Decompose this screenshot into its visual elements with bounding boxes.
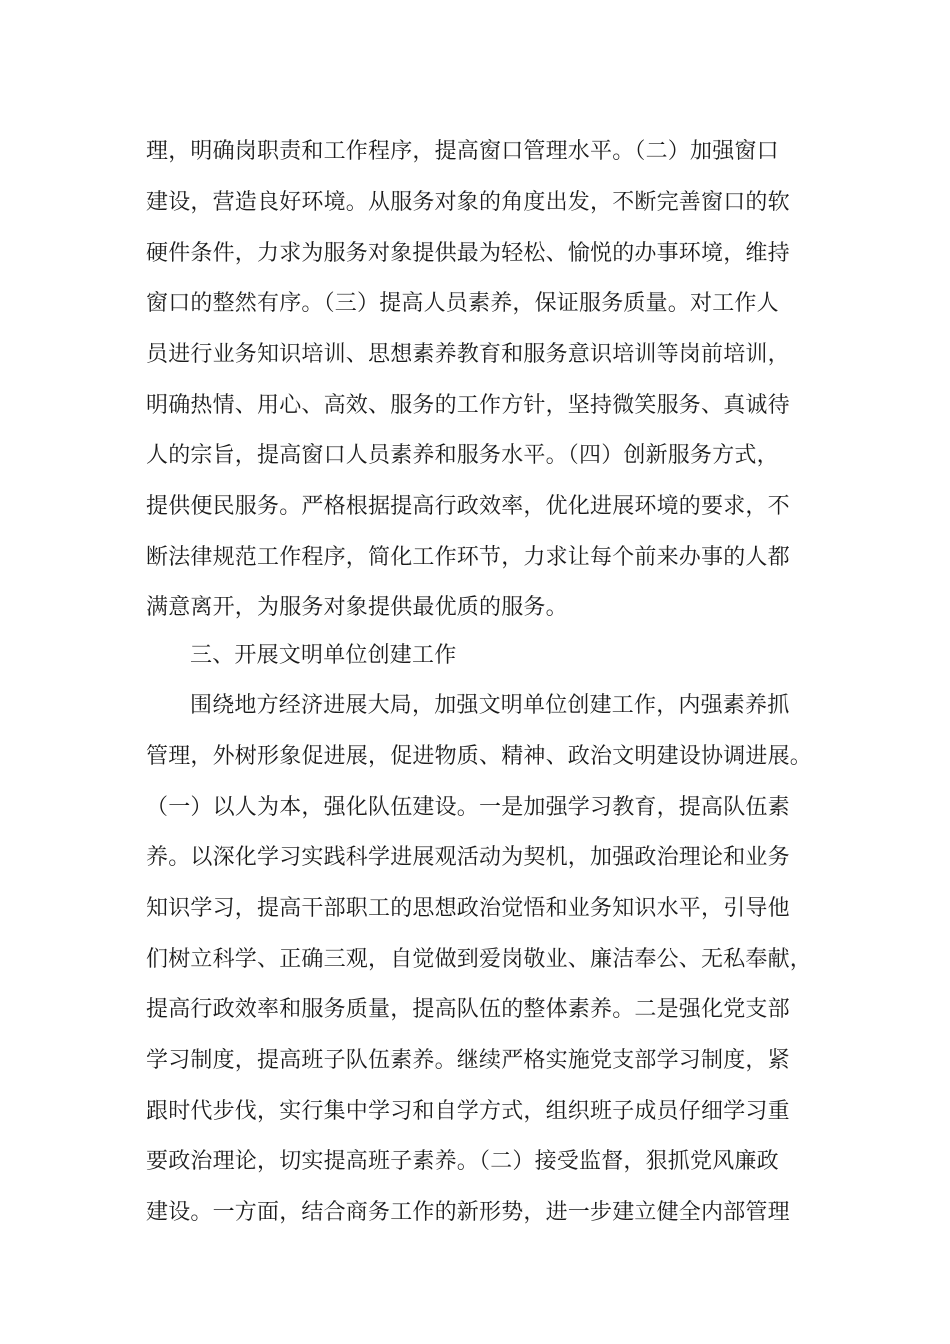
text-line: 要政治理论，切实提高班子素养。（二）接受监督，狠抓党风廉政 [146, 1149, 779, 1174]
text-line: 跟时代步伐，实行集中学习和自学方式，组织班子成员仔细学习重 [146, 1099, 790, 1124]
text-line: 提供便民服务。严格根据提高行政效率，优化进展环境的要求，不 [146, 494, 790, 519]
text-line: 学习制度，提高班子队伍素养。继续严格实施党支部学习制度，紧 [146, 1048, 790, 1073]
text-line: 们树立科学、正确三观，自觉做到爱岗敬业、廉洁奉公、无私奉献， [146, 947, 813, 972]
text-line: 断法律规范工作程序，简化工作环节，力求让每个前来办事的人都 [146, 545, 790, 570]
text-line: 知识学习，提高干部职工的思想政治觉悟和业务知识水平，引导他 [146, 896, 790, 921]
text-line: 员进行业务知识培训、思想素养教育和服务意识培训等岗前培训， [146, 342, 790, 367]
text-line: 人的宗旨，提高窗口人员素养和服务水平。（四）创新服务方式， [146, 443, 779, 468]
text-line: 养。以深化学习实践科学进展观活动为契机，加强政治理论和业务 [146, 845, 790, 870]
text-line: 满意离开，为服务对象提供最优质的服务。 [146, 595, 568, 620]
text-line: 建设。一方面，结合商务工作的新形势，进一步建立健全内部管理 [146, 1200, 790, 1225]
text-line: 明确热情、用心、高效、服务的工作方针，坚持微笑服务、真诚待 [146, 393, 790, 418]
text-line: 管理，外树形象促进展，促进物质、精神、政治文明建设协调进展。 [146, 744, 813, 769]
text-line: 建设，营造良好环境。从服务对象的角度出发，不断完善窗口的软 [146, 190, 790, 215]
section-heading: 三、开展文明单位创建工作 [190, 643, 457, 668]
text-line: 硬件条件，力求为服务对象提供最为轻松、愉悦的办事环境，维持 [146, 241, 790, 266]
text-line: 提高行政效率和服务质量，提高队伍的整体素养。二是强化党支部 [146, 997, 790, 1022]
text-line: 窗口的整然有序。（三）提高人员素养，保证服务质量。对工作人 [146, 291, 779, 316]
text-line: 围绕地方经济进展大局，加强文明单位创建工作，内强素养抓 [190, 693, 790, 718]
text-line: 理，明确岗职责和工作程序，提高窗口管理水平。（二）加强窗口 [146, 139, 779, 164]
text-line: （一）以人为本，强化队伍建设。一是加强学习教育，提高队伍素 [146, 795, 790, 820]
